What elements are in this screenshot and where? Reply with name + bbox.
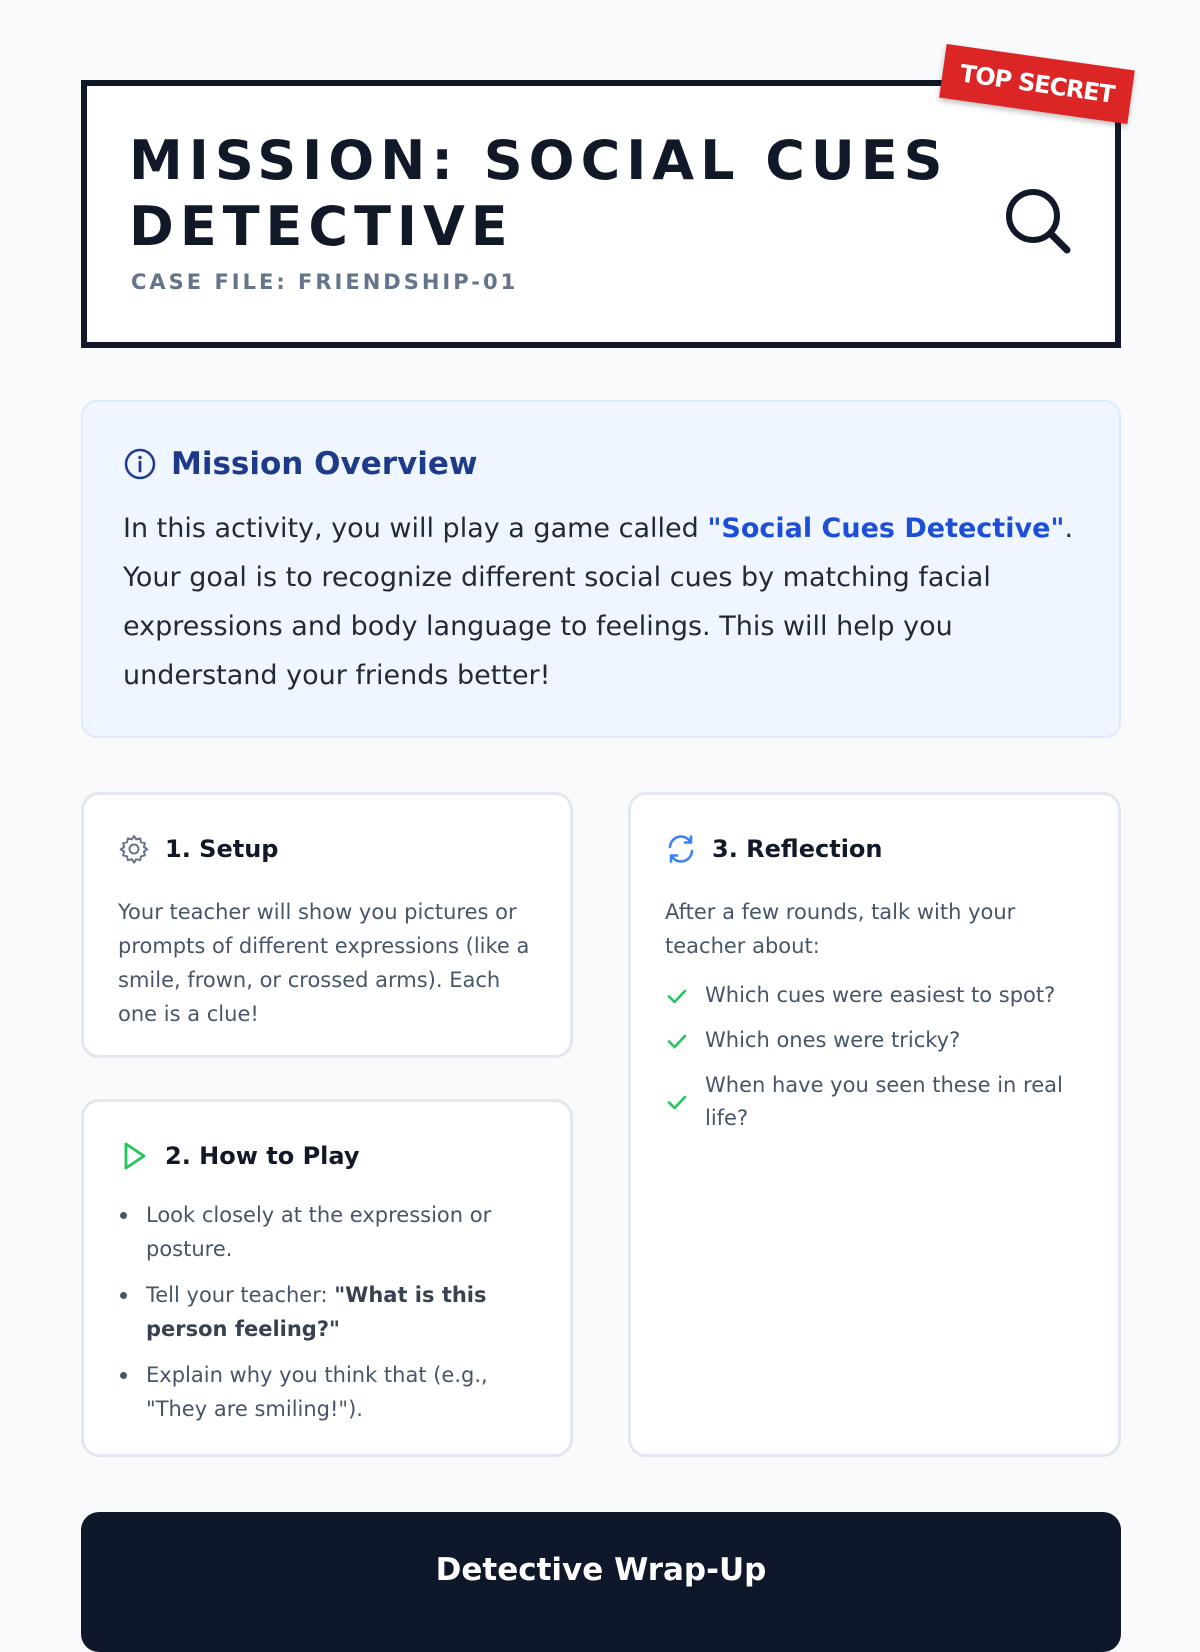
bullet-dot bbox=[120, 1292, 127, 1299]
case-file-label: CASE FILE: FRIENDSHIP-01 bbox=[131, 270, 519, 294]
overview-text-start: In this activity, you will play a game called bbox=[123, 513, 708, 544]
info-icon bbox=[123, 447, 157, 481]
list-item-text: Tell your teacher: bbox=[146, 1283, 335, 1307]
overview-title: Mission Overview bbox=[171, 446, 478, 482]
bullet-dot bbox=[120, 1372, 127, 1379]
overview-text bbox=[123, 504, 1083, 700]
setup-card bbox=[81, 792, 573, 1058]
check-icon bbox=[665, 1090, 689, 1114]
reflection-heading bbox=[665, 833, 883, 865]
setup-heading bbox=[118, 833, 278, 865]
mission-header bbox=[81, 80, 1121, 348]
list-item-text: When have you seen these in real life? bbox=[705, 1073, 1063, 1130]
list-item bbox=[118, 1278, 518, 1346]
play-icon bbox=[118, 1140, 150, 1172]
check-icon bbox=[665, 1029, 689, 1053]
how-to-play-title: 2. How to Play bbox=[165, 1142, 360, 1170]
setup-text: Your teacher will show you pictures or prompts of different expressions (like a smile, frown, or crossed arms). Each one is a clue! bbox=[118, 900, 530, 1026]
list-item bbox=[665, 1024, 1085, 1057]
list-item-text: Look closely at the expression or posture. bbox=[146, 1203, 492, 1261]
how-to-play-list bbox=[118, 1198, 518, 1438]
setup-title: 1. Setup bbox=[165, 835, 279, 863]
wrap-up-title: Detective Wrap-Up bbox=[435, 1552, 767, 1588]
how-to-play-card bbox=[81, 1099, 573, 1457]
refresh-icon bbox=[665, 833, 697, 865]
list-item-text: Which ones were tricky? bbox=[705, 1028, 961, 1052]
list-item bbox=[665, 979, 1085, 1012]
page-title: MISSION: SOCIAL CUES DETECTIVE bbox=[129, 129, 949, 258]
bullet-dot bbox=[120, 1212, 127, 1219]
list-item bbox=[665, 1069, 1085, 1135]
overview-heading bbox=[123, 446, 478, 482]
check-icon bbox=[665, 984, 689, 1008]
reflection-intro: After a few rounds, talk with your teacher about: bbox=[665, 900, 1016, 958]
reflection-list bbox=[665, 979, 1085, 1147]
how-to-play-heading bbox=[118, 1140, 360, 1172]
list-item bbox=[118, 1198, 518, 1266]
list-item-text: Explain why you think that (e.g., "They are smiling!"). bbox=[146, 1363, 488, 1421]
overview-text-end: . Your goal is to recognize different social cues by matching facial expressions and body language to feelings. This will help you understand your friends better! bbox=[123, 513, 1074, 691]
top-secret-stamp: TOP SECRET bbox=[939, 44, 1135, 124]
search-icon bbox=[1003, 186, 1075, 258]
key-question: "What is this person feeling?" bbox=[146, 1283, 487, 1341]
list-item-text: Which cues were easiest to spot? bbox=[705, 983, 1056, 1007]
list-item bbox=[118, 1358, 518, 1426]
reflection-card bbox=[628, 792, 1121, 1457]
gear-icon bbox=[118, 833, 150, 865]
reflection-title: 3. Reflection bbox=[712, 835, 883, 863]
wrap-up-banner bbox=[81, 1512, 1121, 1652]
game-name-highlight: "Social Cues Detective" bbox=[707, 513, 1065, 544]
mission-overview-panel bbox=[81, 400, 1121, 738]
